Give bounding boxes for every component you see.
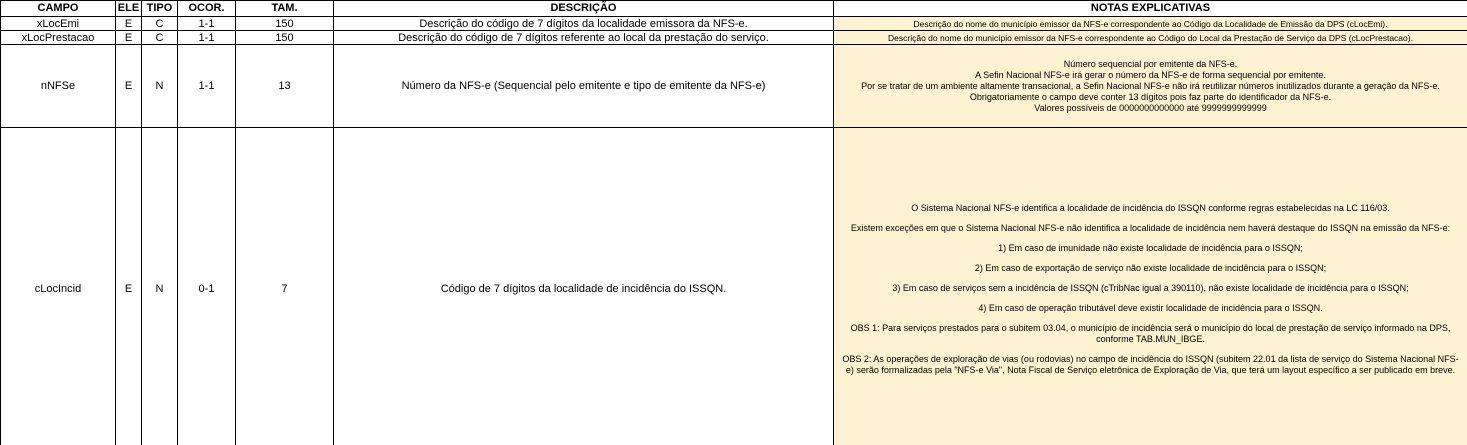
column-header-descricao: DESCRIÇÃO [334, 1, 834, 17]
cell-ocor: 1-1 [178, 31, 236, 45]
cell-campo: xLocEmi [1, 17, 116, 31]
cell-descricao: Descrição do código de 7 dígitos da localidade emissora da NFS-e. [334, 17, 834, 31]
note-line: 3) Em caso de serviços sem a incidência de ISSQN (cTribNac igual a 390110), não existe localidade de incidência para o ISSQN; [892, 282, 1409, 293]
cell-ele: E [116, 17, 142, 31]
cell-campo: xLocPrestacao [1, 31, 116, 45]
cell-descricao: Número da NFS-e (Sequencial pelo emitente e tipo de emitente da NFS-e) [334, 45, 834, 128]
note-line: Descrição do nome do município emissor da NFS-e correspondente ao Código da Localidade de Emissão da DPS (cLocEmi). [913, 18, 1388, 29]
column-header-ele: ELE [116, 1, 142, 17]
cell-descricao: Descrição do código de 7 dígitos referente ao local da prestação do serviço. [334, 31, 834, 45]
cell-ocor: 1-1 [178, 45, 236, 128]
cell-tam: 150 [236, 31, 334, 45]
cell-ele: E [116, 31, 142, 45]
cell-campo: nNFSe [1, 45, 116, 128]
table-header-row [1, 1, 1467, 17]
cell-ele: E [116, 45, 142, 128]
cell-descricao: Código de 7 dígitos da localidade de incidência do ISSQN. [334, 128, 834, 445]
note-line: O Sistema Nacional NFS-e identifica a localidade de incidência do ISSQN conforme regras estabelecidas na LC 116/03. [911, 202, 1390, 213]
note-line: OBS 2: As operações de exploração de vias (ou rodovias) no campo de incidência do ISSQN (subitem 22.01 da lista de serviço do Sistema Nacional NFS-e) serão formalizadas pela "NFS-e Via", Nota Fiscal de Serviço eletrônica de Exploração de Via, que terá um layout específico a ser publicado em breve. [842, 353, 1459, 375]
column-header-campo: CAMPO [1, 1, 116, 17]
column-header-notas: NOTAS EXPLICATIVAS [834, 1, 1467, 17]
column-header-ocor: OCOR. [178, 1, 236, 17]
cell-ocor: 0-1 [178, 128, 236, 445]
cell-tam: 7 [236, 128, 334, 445]
table-row [1, 128, 1467, 445]
note-line: Obrigatoriamente o campo deve conter 13 dígitos pois faz parte do identificador da NFS-e. [969, 91, 1332, 102]
note-line: 1) Em caso de imunidade não existe localidade de incidência para o ISSQN; [998, 242, 1303, 253]
cell-tipo: N [142, 45, 178, 128]
cell-ele: E [116, 128, 142, 445]
note-line: 4) Em caso de operação tributável deve existir localidade de incidência para o ISSQN. [978, 302, 1323, 313]
cell-notas [834, 45, 1467, 128]
note-line: Existem exceções em que o Sistema Nacional NFS-e não identifica a localidade de incidência nem haverá destaque do ISSQN na emissão da NFS-e: [850, 222, 1451, 233]
note-line: 2) Em caso de exportação de serviço não existe localidade de incidência para o ISSQN; [974, 262, 1327, 273]
cell-tam: 13 [236, 45, 334, 128]
cell-tipo: N [142, 128, 178, 445]
table-row [1, 17, 1467, 31]
table-row [1, 45, 1467, 128]
note-line: Valores possíveis de 0000000000000 até 9999999999999 [1034, 102, 1267, 113]
note-line: A Sefin Nacional NFS-e irá gerar o número da NFS-e de forma sequencial por emitente. [975, 69, 1326, 80]
note-line: Descrição do nome do município emissor da NFS-e correspondente ao Código do Local da Prestação de Serviço da DPS (cLocPrestacao). [888, 32, 1413, 43]
cell-notas [834, 128, 1467, 445]
column-header-tipo: TIPO [142, 1, 178, 17]
column-header-tam: TAM. [236, 1, 334, 17]
cell-notas [834, 17, 1467, 31]
cell-notas [834, 31, 1467, 45]
cell-tipo: C [142, 31, 178, 45]
table-row [1, 31, 1467, 45]
cell-tipo: C [142, 17, 178, 31]
note-line: OBS 1: Para serviços prestados para o subitem 03.04, o município de incidência será o município do local de prestação de serviço informado na DPS, conforme TAB.MUN_IBGE. [850, 322, 1451, 344]
cell-tam: 150 [236, 17, 334, 31]
note-line: Por se tratar de um ambiente altamente transacional, a Sefin Nacional NFS-e não irá reutilizar números inutilizados durante a geração da NFS-e. [861, 80, 1440, 91]
cell-campo: cLocIncid [1, 128, 116, 445]
cell-ocor: 1-1 [178, 17, 236, 31]
note-line: Número sequencial por emitente da NFS-e. [1063, 58, 1238, 69]
